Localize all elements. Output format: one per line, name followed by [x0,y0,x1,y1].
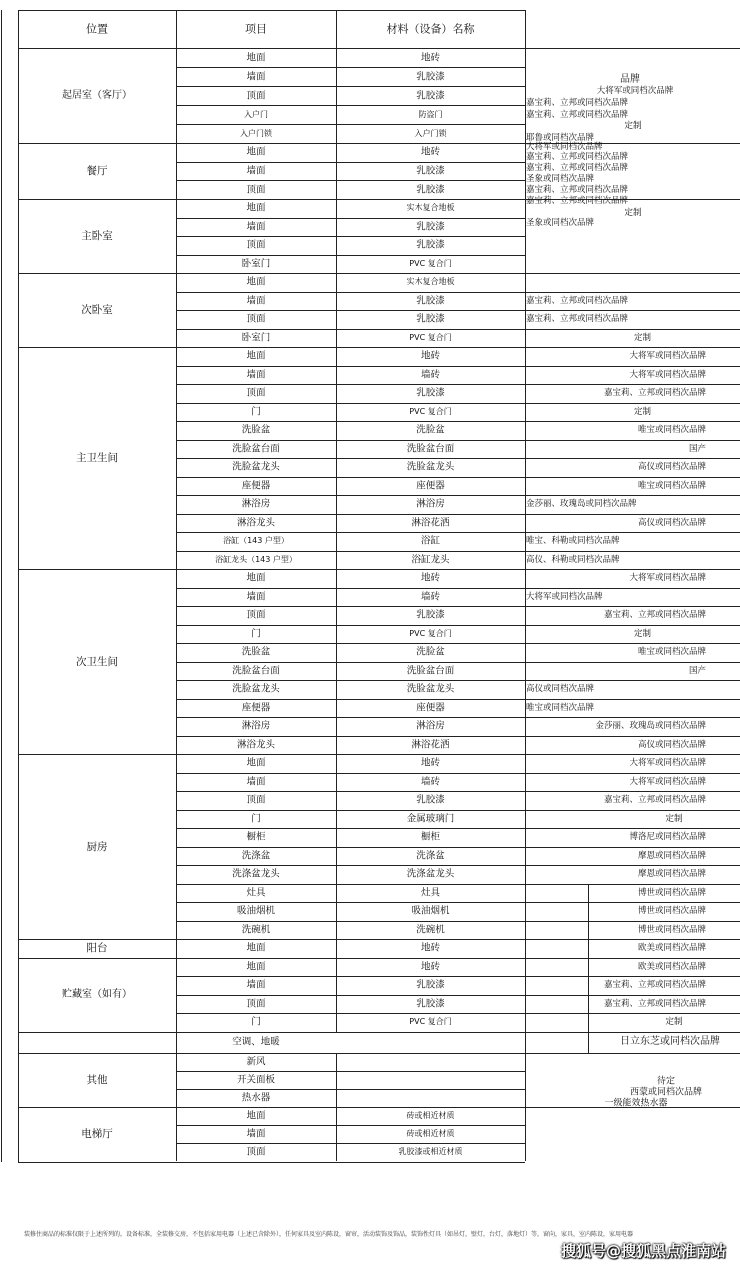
row-rule [176,1125,525,1126]
row-rule [176,255,525,256]
cell-brand: 嘉宝莉、立邦或同档次品牌 [603,610,706,621]
cell-brand: 嘉宝莉、立邦或同档次品牌 [603,388,706,399]
cell-brand: 唯宝或同档次品牌 [637,647,706,658]
room-top-rule [18,939,740,940]
frame-left-inner [18,10,19,1162]
cell-item: 墙面 [246,979,266,991]
cell-material: 橱柜 [420,831,441,843]
cell-item: 顶面 [246,794,266,806]
row-rule [176,514,740,515]
cell-item: 墙面 [246,591,266,603]
cell-material: 墙砖 [420,591,441,603]
room-top-rule [18,1053,740,1054]
room-top-rule [18,48,740,49]
col-rule [336,958,337,1032]
room-top-rule [18,569,740,570]
room-name: 次卫生间 [76,655,118,668]
cell-material: 实木复合地板 [406,203,455,213]
cell-material: 地砖 [420,146,441,158]
cell-item: 入户门锁 [240,128,272,138]
merged-brand-line: 品牌 [620,74,640,85]
merged-brand-line: 嘉宝莉、立邦或同档次品牌 [526,97,629,108]
room-top-rule [18,958,740,959]
cell-material: 乳胶漆 [416,70,445,82]
row-rule [176,773,740,774]
row-rule [176,810,740,811]
cell-brand: 嘉宝莉、立邦或同档次品牌 [603,795,706,806]
col-rule [336,939,337,958]
cell-material: 乳胶漆 [416,313,445,325]
col-rule [176,754,177,939]
col-rule [588,884,589,940]
merged-brand-line: 嘉宝莉、立邦或同档次品牌 [526,184,629,195]
cell-material: 乳胶漆 [416,979,445,991]
header-location: 位置 [86,22,108,36]
cell-brand: 博世或同档次品牌 [637,887,706,898]
col-rule [525,347,526,569]
cell-material: 地砖 [420,942,441,954]
row-rule [176,477,740,478]
cell-material: 地砖 [420,572,441,584]
merged-brand-line: 嘉宝莉、立邦或同档次品牌 [526,195,629,206]
col-rule [525,754,526,939]
room-top-rule [18,199,740,200]
merged-brand-line: 嘉宝莉、立邦或同档次品牌 [526,109,629,120]
header-material: 材料（设备）名称 [386,22,475,36]
cell-brand: 欧美或同档次品牌 [637,961,706,972]
row-rule [176,680,740,681]
row-rule [176,1143,525,1144]
cell-item: 空调、地暖 [232,1036,280,1048]
row-rule [176,180,525,181]
cell-material: 乳胶漆 [416,89,445,101]
col-rule [588,939,589,958]
cell-brand: 摩恩或同档次品牌 [637,869,706,880]
cell-material: 实木复合地板 [406,277,455,287]
cell-item: 地面 [246,942,266,954]
cell-item: 墙面 [246,165,266,177]
cell-item: 座便器 [241,480,271,492]
merged-brand-line: 圣象或同档次品牌 [526,217,595,228]
cell-item: 洗碗机 [241,924,271,936]
cell-brand: 高仪或同档次品牌 [637,739,706,750]
header-item: 项目 [245,22,267,36]
cell-brand: 定制 [665,1017,683,1028]
cell-item: 顶面 [246,313,266,325]
cell-item: 淋浴房 [241,720,271,732]
cell-item: 洗脸盆 [241,424,271,436]
row-rule [176,236,525,237]
col-rule [525,958,526,1032]
cell-material: 座便器 [416,702,445,714]
cell-brand: 金莎丽、玫瑰岛或同档次品牌 [595,721,706,732]
merged-brand-line: 定制 [624,120,642,131]
row-rule [176,995,740,996]
col-rule [525,273,526,347]
cell-item: 地面 [246,961,266,973]
cell-brand: 大将军或同档次品牌 [629,369,706,380]
cell-brand: 欧美或同档次品牌 [637,943,706,954]
cell-material: 墙砖 [420,369,441,381]
cell-material: 洗脸盆龙头 [406,683,455,695]
cell-item: 顶面 [246,1146,266,1158]
cell-material: 乳胶漆或相近材质 [398,1147,463,1157]
col-rule [588,1032,589,1053]
room-top-rule [18,273,740,274]
col-rule [336,199,337,273]
col-rule [336,10,337,48]
cell-item: 门 [251,1016,261,1028]
cell-brand: 唯宝、科勒或同档次品牌 [526,536,620,547]
cell-item: 墙面 [246,1128,266,1140]
cell-brand: 金莎丽、玫瑰岛或同档次品牌 [526,499,637,510]
cell-material: 砖或相近材质 [406,1129,455,1139]
cell-material: 乳胶漆 [416,609,445,621]
cell-brand: 大将军或同档次品牌 [629,351,706,362]
row-rule [176,421,740,422]
col-rule [588,958,589,1032]
room-name: 次卧室 [81,303,113,316]
row-rule [176,310,740,311]
merged-brand-line: 圣象或同档次品牌 [526,173,595,184]
cell-item: 洗涤盆 [241,850,271,862]
cell-item: 淋浴龙头 [236,517,276,529]
room-name: 餐厅 [86,164,108,177]
row-rule [176,1071,525,1072]
room-name: 厨房 [86,840,108,853]
col-rule [336,754,337,939]
cell-material: 洗脸盆 [416,646,445,658]
cell-item: 墙面 [246,70,266,82]
room-name: 阳台 [86,942,108,955]
room-top-rule [18,1032,740,1033]
cell-brand: 高仪、科勒或同档次品牌 [526,554,620,565]
cell-brand: 高仪或同档次品牌 [637,462,706,473]
cell-item: 洗脸盆台面 [232,665,280,677]
cell-material: 砖或相近材质 [406,1110,455,1120]
cell-item: 地面 [246,572,266,584]
cell-item: 顶面 [246,184,266,195]
row-rule [176,532,740,533]
merged-brand-line: 耶鲁或同档次品牌 [526,132,595,143]
cell-item: 橱柜 [246,831,266,843]
row-rule [176,329,740,330]
row-rule [176,643,740,644]
cell-material: 地砖 [420,757,441,769]
row-rule [176,847,740,848]
cell-material: 洗碗机 [416,924,445,936]
col-rule [525,569,526,754]
row-rule [176,366,740,367]
cell-material: 地砖 [420,51,441,63]
room-name: 主卧室 [81,229,113,242]
cell-item: 顶面 [246,239,266,251]
cell-material: 入户门锁 [414,128,447,138]
room-name: 其他 [86,1073,108,1086]
col-rule [176,10,177,48]
row-rule [176,495,740,496]
cell-material: 洗脸盆 [416,424,445,436]
cell-item: 地面 [246,276,266,288]
row-rule [176,976,740,977]
col-rule [525,1032,526,1053]
cell-brand: 定制 [633,332,652,343]
cell-brand: 唯宝或同档次品牌 [526,702,595,713]
row-rule [176,124,525,125]
col-rule [336,48,337,143]
row-rule [176,699,740,700]
cell-item: 墙面 [246,369,266,381]
table-bottom-rule [18,1162,525,1163]
cell-material: 乳胶漆 [416,387,445,399]
cell-item: 卧室门 [241,258,271,270]
col-rule [336,1053,337,1107]
row-rule [176,828,740,829]
cell-material: 地砖 [420,961,441,973]
cell-brand: 大将军或同档次品牌 [629,776,706,787]
cell-item: 墙面 [246,221,266,233]
room-name: 电梯厅 [81,1127,113,1140]
cell-brand: 嘉宝莉、立邦或同档次品牌 [526,295,629,306]
cell-item: 地面 [246,202,266,214]
row-rule [176,606,740,607]
cell-material: 吸油烟机 [411,905,450,917]
frame-left [1,10,2,1162]
cell-material: 淋浴花洒 [411,739,450,751]
cell-material: PVC 复合门 [409,406,452,416]
cell-brand: 国产 [688,443,706,454]
cell-item: 顶面 [246,387,266,399]
room-top-rule [18,754,740,755]
row-rule [176,162,525,163]
cell-item: 地面 [246,1110,266,1121]
cell-material: 座便器 [416,480,445,492]
cell-brand: 大将军或同档次品牌 [629,573,706,584]
cell-item: 新风 [246,1055,266,1067]
cell-item: 地面 [246,146,266,158]
cell-item: 地面 [246,350,266,362]
cell-material: 灶具 [420,887,441,899]
row-rule [176,625,740,626]
merged-brand-line: 一级能效热水器 [604,1098,668,1109]
col-rule [176,1053,177,1107]
row-rule [176,67,525,68]
room-name: 贮藏室（如有） [62,988,132,1000]
col-rule [176,48,177,143]
cell-material: 洗脸盆台面 [406,665,455,677]
cell-brand: 定制 [633,628,652,639]
cell-item: 门 [251,813,261,825]
cell-material: 洗脸盆龙头 [406,461,455,473]
row-rule [176,865,740,866]
row-rule [176,736,740,737]
cell-brand: 大将军或同档次品牌 [526,591,603,602]
cell-brand: 日立东芝或同档次品牌 [620,1036,720,1048]
header-top-rule [18,10,525,11]
cell-material: PVC 复合门 [409,1017,452,1027]
cell-brand: 唯宝或同档次品牌 [637,480,706,491]
cell-material: 乳胶漆 [416,221,445,233]
cell-material: 洗脸盆台面 [406,443,455,455]
room-name: 主卫生间 [76,451,118,464]
merged-brand-line: 待定 [656,1076,676,1087]
row-rule [176,105,525,106]
row-rule [176,551,740,552]
room-top-rule [18,347,740,348]
col-rule [176,273,177,347]
cell-material: 金属玻璃门 [406,813,455,825]
cell-item: 墙面 [246,295,266,307]
merged-brand-line: 嘉宝莉、立邦或同档次品牌 [526,162,629,173]
cell-material: 淋浴花洒 [411,517,450,529]
col-rule [336,273,337,347]
cell-item: 顶面 [246,89,266,101]
row-rule [176,292,740,293]
cell-item: 淋浴龙头 [236,739,276,751]
row-rule [176,1089,525,1090]
cell-material: 乳胶漆 [416,295,445,307]
row-rule [176,1013,740,1014]
cell-material: 洗涤盆龙头 [406,868,455,880]
cell-brand: 博洛尼或同档次品牌 [629,832,706,843]
cell-item: 洗涤盆龙头 [232,868,280,880]
col-rule [525,10,526,48]
footer-note: 装修住商品的标准仅限于上述所列的。设备标准，全装修交房，不包括家用电器（上述已含除外），任何家具及室内陈设，窗帘，活动装饰及饰品，装饰性灯具（如吊灯，壁灯，台灯，落地灯）等，窗向，家具，室内陈设，家用电器 [24,1231,634,1238]
col-rule [176,143,177,199]
col-rule [336,1107,337,1162]
cell-item: 地面 [246,51,266,63]
row-rule [176,440,740,441]
cell-brand: 定制 [665,813,683,824]
cell-material: 防盗门 [418,109,443,119]
cell-item: 开关面板 [236,1073,276,1085]
row-rule [176,86,525,87]
row-rule [176,218,525,219]
cell-brand: 博世或同档次品牌 [637,906,706,917]
col-rule [176,569,177,754]
cell-material: PVC 复合门 [409,332,452,342]
cell-item: 地面 [246,757,266,769]
cell-item: 洗脸盆 [241,646,271,658]
cell-material: 淋浴房 [416,720,445,732]
col-rule [176,958,177,1032]
cell-brand: 高仪或同档次品牌 [526,684,595,695]
cell-item: 浴缸（143 户型） [223,536,289,546]
cell-material: 乳胶漆 [416,998,445,1010]
merged-brand-line: 定制 [624,207,642,218]
cell-material: 墙砖 [420,776,441,788]
cell-brand: 嘉宝莉、立邦或同档次品牌 [603,980,706,991]
row-rule [176,791,740,792]
col-rule [336,347,337,569]
row-rule [176,717,740,718]
cell-item: 门 [251,406,261,418]
row-rule [176,403,740,404]
row-rule [176,588,740,589]
merged-brand-line: 大将军或同档次品牌 [526,141,603,152]
watermark: 搜狐号@搜狐黑点淮南站 [560,1242,726,1260]
cell-material: PVC 复合门 [409,258,452,268]
col-rule [525,1053,526,1107]
row-rule [176,662,740,663]
cell-brand: 大将军或同档次品牌 [629,758,706,769]
cell-brand: 嘉宝莉、立邦或同档次品牌 [526,314,629,325]
cell-material: 淋浴房 [416,498,445,510]
merged-brand-line: 西蒙或同档次品牌 [629,1087,703,1098]
cell-material: 乳胶漆 [416,794,445,806]
row-rule [176,902,740,903]
col-rule [336,143,337,199]
col-rule [525,939,526,958]
cell-material: 地砖 [420,350,441,362]
merged-brand-line: 大将军或同档次品牌 [596,85,674,96]
cell-item: 吸油烟机 [236,905,276,917]
cell-item: 灶具 [246,887,266,899]
col-rule [176,347,177,569]
room-name: 起居室（客厅） [62,89,132,101]
cell-brand: 博世或同档次品牌 [637,924,706,935]
row-rule [176,921,740,922]
col-rule [176,939,177,958]
cell-item: 座便器 [241,702,271,714]
col-rule [336,569,337,754]
col-rule [176,1032,177,1053]
cell-brand: 高仪或同档次品牌 [637,517,706,528]
col-rule [176,1107,177,1162]
cell-material: 乳胶漆 [416,165,445,177]
cell-brand: 嘉宝莉、立邦或同档次品牌 [603,998,706,1009]
cell-material: 浴缸 [420,535,441,547]
cell-brand: 国产 [688,665,706,676]
cell-material: 乳胶漆 [416,239,445,251]
cell-item: 洗脸盆龙头 [232,461,280,473]
cell-material: PVC 复合门 [409,628,452,638]
cell-item: 淋浴房 [241,498,271,510]
cell-item: 顶面 [246,998,266,1010]
cell-brand: 定制 [633,406,652,417]
cell-item: 墙面 [246,776,266,788]
cell-item: 浴缸龙头（143 户型） [215,554,297,564]
cell-item: 顶面 [246,609,266,621]
cell-brand: 唯宝或同档次品牌 [637,425,706,436]
cell-item: 卧室门 [241,332,271,344]
cell-item: 门 [251,628,261,640]
cell-item: 洗脸盆台面 [232,443,280,455]
cell-item: 入户门 [244,109,268,119]
row-rule [176,884,740,885]
col-rule [525,1107,526,1162]
cell-item: 洗脸盆龙头 [232,683,280,695]
cell-material: 浴缸龙头 [411,554,450,566]
row-rule [176,458,740,459]
cell-item: 热水器 [241,1091,271,1103]
cell-brand: 摩恩或同档次品牌 [637,850,706,861]
row-rule [176,384,740,385]
room-top-rule [18,143,740,144]
col-rule [176,199,177,273]
cell-material: 洗涤盆 [416,850,445,862]
cell-material: 乳胶漆 [416,184,445,195]
merged-brand-line: 嘉宝莉、立邦或同档次品牌 [526,151,629,162]
